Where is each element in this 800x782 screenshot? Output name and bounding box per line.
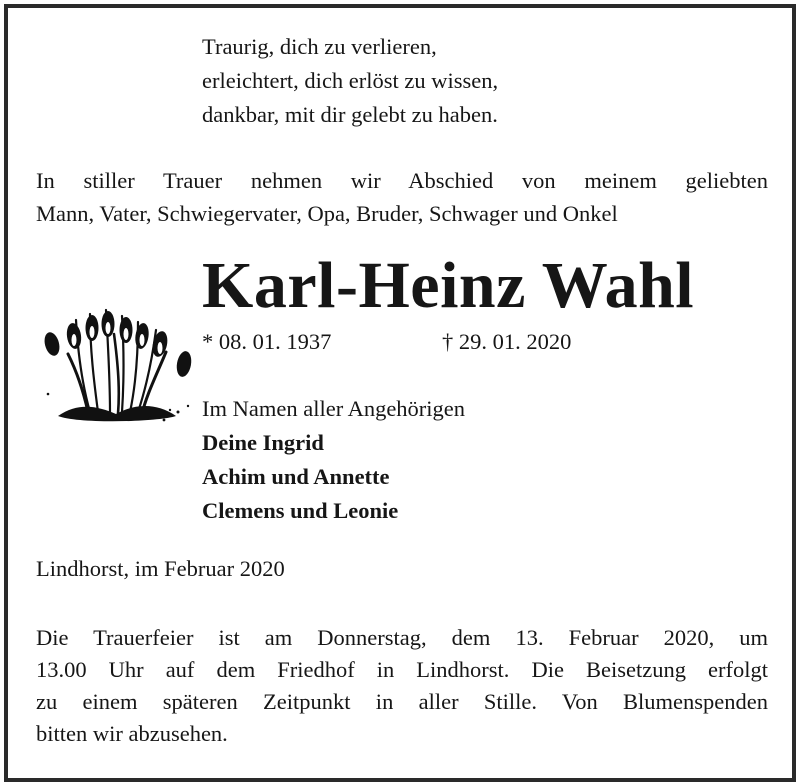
family-member: Clemens und Leonie	[202, 498, 399, 523]
place-date: Lindhorst, im Februar 2020	[36, 556, 285, 581]
notice-line: 13.00 Uhr auf dem Friedhof in Lindhorst. Die Beisetzung erfolgt	[36, 657, 768, 682]
family-intro: Im Namen aller Angehörigen	[202, 396, 466, 421]
poem-line: erleichtert, dich erlöst zu wissen,	[202, 68, 499, 93]
family-member: Achim und Annette	[202, 464, 390, 489]
obituary-notice	[4, 4, 796, 782]
family-member: Deine Ingrid	[202, 430, 324, 455]
life-dates	[202, 326, 572, 358]
poem-line: dankbar, mit dir gelebt zu haben.	[202, 102, 498, 127]
intro-line: In stiller Trauer nehmen wir Abschied von meinem geliebten	[36, 168, 768, 193]
poem-line: Traurig, dich zu verlieren,	[202, 34, 437, 59]
birth-date: * 08. 01. 1937	[202, 329, 332, 354]
snowdrop-flowers-icon	[38, 294, 196, 426]
family-signatures	[202, 392, 465, 528]
intro-text	[36, 164, 768, 230]
death-date: † 29. 01. 2020	[442, 329, 572, 354]
deceased-name: Karl-Heinz Wahl	[202, 249, 695, 322]
funeral-notice	[36, 622, 768, 750]
notice-line: zu einem späteren Zeitpunkt in aller Stille. Von Blumenspenden	[36, 689, 768, 714]
intro-line: Mann, Vater, Schwiegervater, Opa, Bruder, Schwager und Onkel	[36, 201, 618, 226]
poem	[202, 30, 498, 132]
notice-line: Die Trauerfeier ist am Donnerstag, dem 13. Februar 2020, um	[36, 625, 768, 650]
notice-line: bitten wir abzusehen.	[36, 721, 228, 746]
